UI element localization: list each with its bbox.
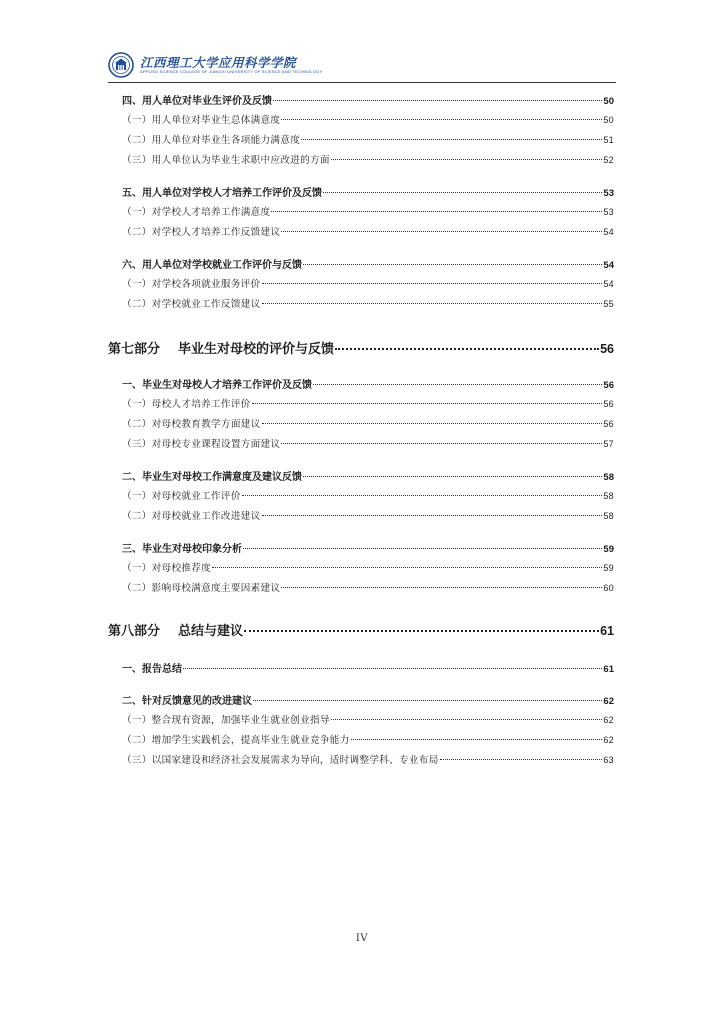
toc-page-number: 54 bbox=[603, 227, 614, 237]
toc-page-number: 52 bbox=[603, 155, 614, 165]
toc-dot-leader bbox=[281, 587, 602, 588]
toc-entry-title: （二）对母校教育教学方面建议 bbox=[122, 419, 261, 430]
toc-dot-leader bbox=[440, 759, 603, 760]
toc-subsection-entry[interactable] bbox=[122, 224, 614, 238]
header-divider bbox=[108, 82, 616, 83]
toc-page-number: 59 bbox=[603, 563, 614, 573]
toc-subsection-entry[interactable] bbox=[122, 508, 614, 522]
toc-subsection-entry[interactable] bbox=[122, 416, 614, 430]
toc-dot-leader bbox=[262, 423, 603, 424]
toc-part-heading[interactable] bbox=[108, 620, 614, 639]
toc-page-number: 60 bbox=[603, 583, 614, 593]
toc-page-number: 63 bbox=[603, 755, 614, 765]
toc-entry-title: （三）对母校专业课程设置方面建议 bbox=[122, 439, 281, 450]
toc-dot-leader bbox=[273, 100, 602, 101]
toc-page-number: 61 bbox=[603, 664, 614, 675]
toc-dot-leader bbox=[244, 630, 599, 632]
toc-dot-leader bbox=[281, 119, 602, 120]
toc-subsection-entry[interactable] bbox=[122, 296, 614, 310]
toc-page-number: 54 bbox=[603, 279, 614, 289]
toc-page-number: 56 bbox=[603, 380, 614, 391]
toc-entry-title: 五、用人单位对学校人才培养工作评价及反馈 bbox=[122, 188, 322, 199]
toc-page-number: 61 bbox=[600, 624, 614, 638]
toc-entry-title: （二）对母校就业工作改进建议 bbox=[122, 511, 261, 522]
toc-page-number: 54 bbox=[603, 260, 614, 271]
toc-subsection-entry[interactable] bbox=[122, 152, 614, 166]
toc-dot-leader bbox=[281, 443, 602, 444]
toc-entry-title: （一）母校人才培养工作评价 bbox=[122, 399, 251, 410]
toc-entry-title: 二、针对反馈意见的改进建议 bbox=[122, 696, 252, 707]
toc-dot-leader bbox=[281, 231, 602, 232]
toc-subsection-entry[interactable] bbox=[122, 276, 614, 290]
toc-page-number: 56 bbox=[603, 399, 614, 409]
toc-section-entry[interactable] bbox=[122, 692, 614, 707]
toc-part-label: 第八部分 bbox=[108, 624, 161, 639]
toc-subsection-entry[interactable] bbox=[122, 580, 614, 594]
page-number: IV bbox=[355, 933, 369, 944]
toc-page-number: 58 bbox=[603, 491, 614, 501]
toc-dot-leader bbox=[335, 348, 599, 350]
toc-dot-leader bbox=[303, 476, 602, 477]
toc-dot-leader bbox=[351, 739, 603, 740]
toc-dot-leader bbox=[242, 495, 603, 496]
toc-dot-leader bbox=[262, 515, 603, 516]
toc-section-entry[interactable] bbox=[122, 540, 614, 555]
toc-dot-leader bbox=[331, 719, 603, 720]
toc-entry-title: （二）用人单位对毕业生各项能力满意度 bbox=[122, 135, 301, 146]
toc-entry-title: （三）以国家建设和经济社会发展需求为导向，适时调整学科、专业布局 bbox=[122, 755, 439, 766]
toc-entry-title: 二、毕业生对母校工作满意度及建议反馈 bbox=[122, 472, 302, 483]
toc-dot-leader bbox=[262, 303, 603, 304]
toc-dot-leader bbox=[323, 192, 602, 193]
toc-subsection-entry[interactable] bbox=[122, 752, 614, 766]
toc-dot-leader bbox=[271, 211, 602, 212]
toc-page-number: 62 bbox=[603, 715, 614, 725]
toc-subsection-entry[interactable] bbox=[122, 112, 614, 126]
page-header bbox=[108, 50, 616, 82]
toc-page-number: 57 bbox=[603, 439, 614, 449]
toc-entry-title: 四、用人单位对毕业生评价及反馈 bbox=[122, 96, 272, 107]
toc-section-entry[interactable] bbox=[122, 660, 614, 675]
toc-dot-leader bbox=[313, 384, 602, 385]
toc-subsection-entry[interactable] bbox=[122, 732, 614, 746]
toc-page-number: 62 bbox=[603, 696, 614, 707]
toc-page-number: 51 bbox=[603, 135, 614, 145]
toc-page-number: 56 bbox=[603, 419, 614, 429]
toc-entry-title: （一）对学校人才培养工作满意度 bbox=[122, 207, 271, 218]
toc-entry-title: （三）用人单位认为毕业生求职中应改进的方面 bbox=[122, 155, 330, 166]
college-logo-subtitle: APPLIED SCIENCE COLLEGE OF JIANGXI UNIVERSITY OF SCIENCE AND TECHNOLOGY bbox=[140, 69, 323, 74]
toc-entry-title: （一）对学校各项就业服务评价 bbox=[122, 279, 261, 290]
toc-page-number: 58 bbox=[603, 472, 614, 483]
toc-section-entry[interactable] bbox=[122, 376, 614, 391]
toc-part-heading[interactable] bbox=[108, 338, 614, 357]
toc-page-number: 59 bbox=[603, 544, 614, 555]
toc-page-number: 62 bbox=[603, 735, 614, 745]
toc-subsection-entry[interactable] bbox=[122, 436, 614, 450]
toc-section-entry[interactable] bbox=[122, 184, 614, 199]
toc-page-number: 55 bbox=[603, 299, 614, 309]
toc-entry-title: 六、用人单位对学校就业工作评价与反馈 bbox=[122, 260, 302, 271]
toc-section-entry[interactable] bbox=[122, 256, 614, 271]
toc-page-number: 53 bbox=[603, 188, 614, 199]
toc-entry-title: （一）对母校就业工作评价 bbox=[122, 491, 241, 502]
toc-dot-leader bbox=[183, 668, 602, 669]
toc-part-label: 第七部分 bbox=[108, 342, 161, 357]
toc-entry-title: （一）用人单位对毕业生总体满意度 bbox=[122, 115, 281, 126]
toc-entry-title: （二）对学校人才培养工作反馈建议 bbox=[122, 227, 281, 238]
toc-dot-leader bbox=[303, 264, 602, 265]
toc-entry-title: 三、毕业生对母校印象分析 bbox=[122, 544, 242, 555]
toc-entry-title: 总结与建议 bbox=[178, 624, 244, 639]
toc-subsection-entry[interactable] bbox=[122, 712, 614, 726]
toc-dot-leader bbox=[243, 548, 602, 549]
toc-dot-leader bbox=[301, 139, 602, 140]
toc-entry-title: 一、报告总结 bbox=[122, 664, 182, 675]
college-seal-icon bbox=[108, 52, 134, 78]
toc-entry-title: （一）对母校推荐度 bbox=[122, 563, 212, 574]
toc-entry-title: （一）整合现有资源，加强毕业生就业创业指导 bbox=[122, 715, 330, 726]
toc-dot-leader bbox=[212, 567, 602, 568]
toc-subsection-entry[interactable] bbox=[122, 204, 614, 218]
toc-entry-title: 一、毕业生对母校人才培养工作评价及反馈 bbox=[122, 380, 312, 391]
toc-section-entry[interactable] bbox=[122, 92, 614, 107]
toc-page-number: 56 bbox=[600, 342, 614, 356]
toc-subsection-entry[interactable] bbox=[122, 396, 614, 410]
toc-dot-leader bbox=[262, 283, 603, 284]
toc-page-number: 50 bbox=[603, 96, 614, 107]
toc-page-number: 58 bbox=[603, 511, 614, 521]
toc-subsection-entry[interactable] bbox=[122, 132, 614, 146]
toc-dot-leader bbox=[253, 700, 602, 701]
toc-subsection-entry[interactable] bbox=[122, 560, 614, 574]
toc-subsection-entry[interactable] bbox=[122, 488, 614, 502]
toc-page-number: 53 bbox=[603, 207, 614, 217]
toc-entry-title: （二）增加学生实践机会，提高毕业生就业竞争能力 bbox=[122, 735, 350, 746]
toc-page-number: 50 bbox=[603, 115, 614, 125]
toc-entry-title: （二）影响母校满意度主要因素建议 bbox=[122, 583, 281, 594]
toc-section-entry[interactable] bbox=[122, 468, 614, 483]
toc-dot-leader bbox=[331, 159, 603, 160]
college-logo-name: 江西理工大学应用科学学院 bbox=[140, 55, 297, 70]
toc-dot-leader bbox=[252, 403, 603, 404]
toc-entry-title: 毕业生对母校的评价与反馈 bbox=[178, 342, 335, 357]
toc-entry-title: （二）对学校就业工作反馈建议 bbox=[122, 299, 261, 310]
